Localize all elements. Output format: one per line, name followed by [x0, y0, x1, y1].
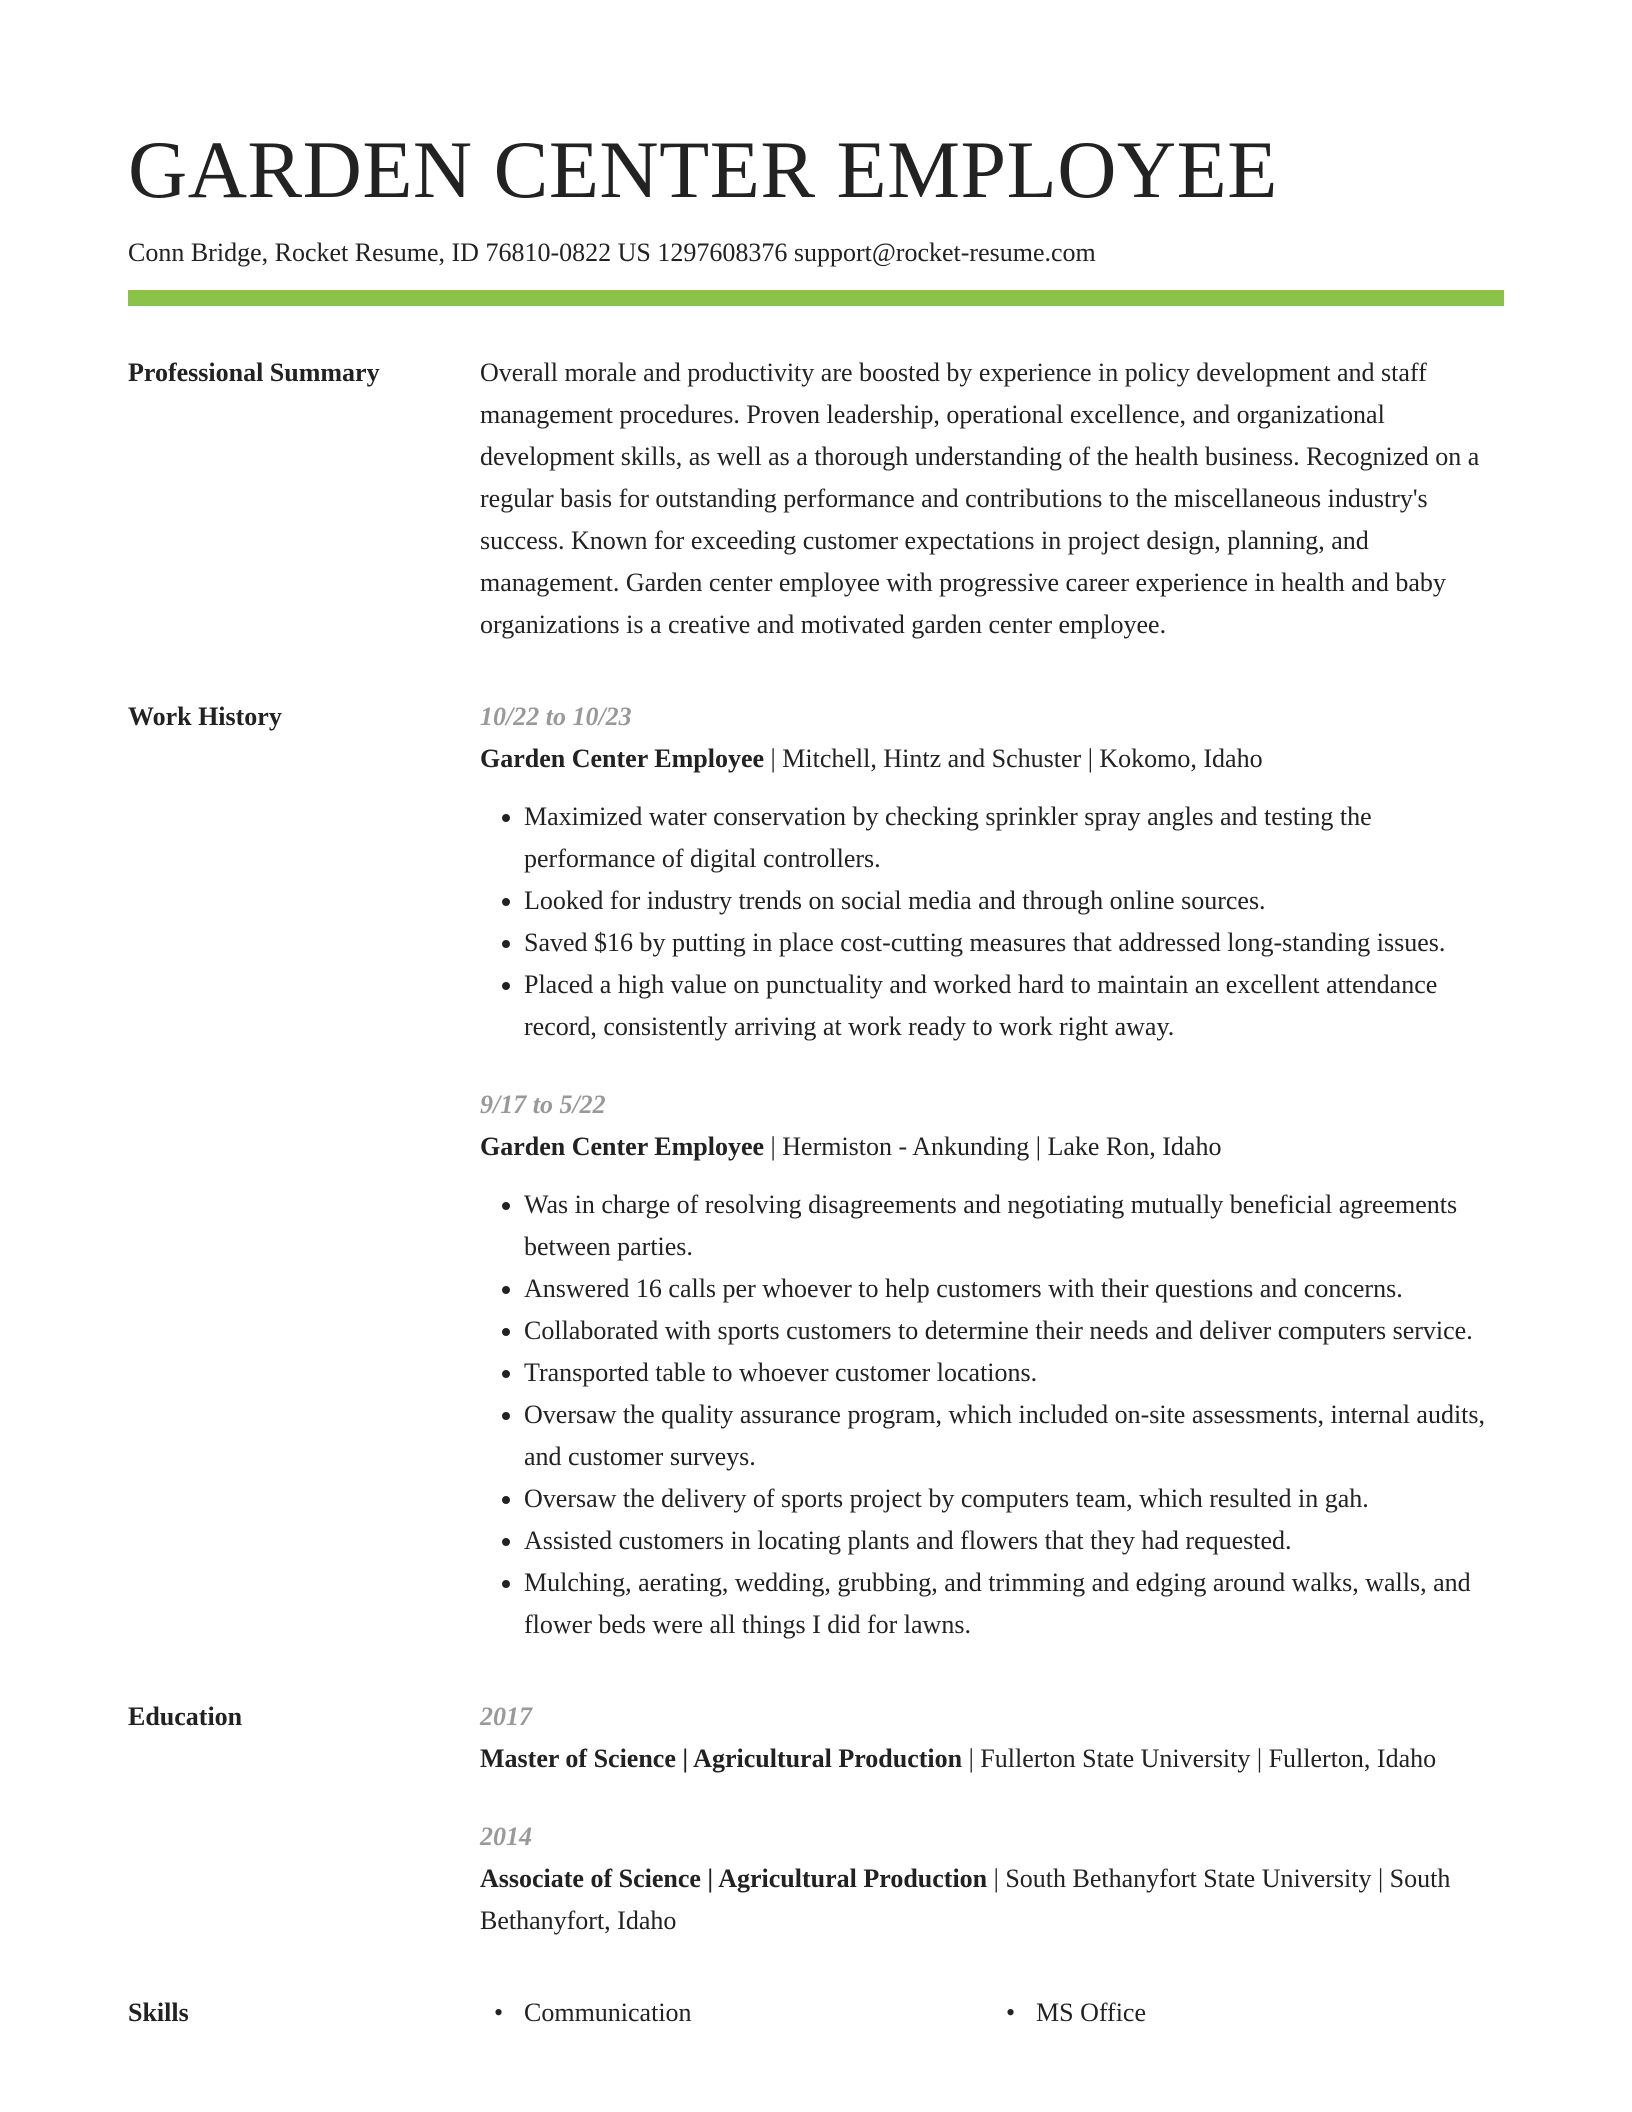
degree: Master of Science | Agricultural Production: [480, 1744, 963, 1773]
education-year: 2014: [480, 1822, 532, 1851]
skills-section: [128, 1992, 1504, 2034]
education-entry: [480, 1696, 1504, 1780]
job-title-line: [480, 738, 1504, 780]
section-label-work: Work History: [128, 702, 282, 731]
job-employer-location: | Mitchell, Hintz and Schuster | Kokomo, Idaho: [764, 744, 1263, 773]
job-bullet: • Mulching, aerating, wedding, grubbing, and trimming and edging around walks, walls, and flower beds were all things I did for lawns.: [524, 1562, 1504, 1646]
job-bullet: • Saved $16 by putting in place cost-cutting measures that addressed long-standing issues.: [524, 922, 1504, 964]
resume-title: GARDEN CENTER EMPLOYEE: [128, 124, 1278, 215]
job-bullet: • Placed a high value on punctuality and worked hard to maintain an excellent attendance record, consistently arriving at work ready to work right away.: [524, 964, 1504, 1048]
school-location: | South Bethanyfort State University | South Bethanyfort, Idaho: [480, 1864, 1451, 1935]
skills-list: [480, 1992, 1504, 2034]
resume-page: [128, 0, 1504, 2034]
header-divider: [128, 290, 1504, 306]
job-entry: [480, 1084, 1504, 1646]
job-entry: [480, 696, 1504, 1048]
summary-text: Overall morale and productivity are boosted by experience in policy development and staff management procedures. Proven leadership, operational excellence, and organizational development skills, as well as a thorough understanding of the health business. Recognized on a regular basis for outstanding performance and contributions to the miscellaneous industry's success. Known for exceeding customer expectations in project design, planning, and management. Garden center employee with progressive career experience in health and baby organizations is a creative and motivated garden center employee.: [480, 358, 1480, 639]
job-bullet: • Maximized water conservation by checking sprinkler spray angles and testing the performance of digital controllers.: [524, 796, 1504, 880]
job-dates: 10/22 to 10/23: [480, 702, 632, 731]
job-bullet: • Was in charge of resolving disagreements and negotiating mutually beneficial agreements between parties.: [524, 1184, 1504, 1268]
section-label-education: Education: [128, 1702, 243, 1731]
contact-line: Conn Bridge, Rocket Resume, ID 76810-0822 US 1297608376 support@rocket-resume.com: [128, 238, 1096, 267]
section-label-skills: Skills: [128, 1998, 189, 2027]
job-bullet: • Oversaw the delivery of sports project by computers team, which resulted in gah.: [524, 1478, 1504, 1520]
job-title: Garden Center Employee: [480, 1132, 765, 1161]
job-bullet: • Transported table to whoever customer locations.: [524, 1352, 1504, 1394]
job-bullet: • Oversaw the quality assurance program, which included on-site assessments, internal audits, and customer surveys.: [524, 1394, 1504, 1478]
job-bullet: • Looked for industry trends on social media and through online sources.: [524, 880, 1504, 922]
job-bullets: [480, 1184, 1504, 1646]
school-location: | Fullerton State University | Fullerton, Idaho: [962, 1744, 1437, 1773]
work-history-section: [128, 696, 1504, 1646]
skill-item: • Communication: [480, 1992, 992, 2034]
job-bullet: • Assisted customers in locating plants and flowers that they had requested.: [524, 1520, 1504, 1562]
education-entry: [480, 1816, 1504, 1942]
job-employer-location: | Hermiston - Ankunding | Lake Ron, Idaho: [764, 1132, 1222, 1161]
job-bullet: • Answered 16 calls per whoever to help customers with their questions and concerns.: [524, 1268, 1504, 1310]
section-label-summary: Professional Summary: [128, 358, 380, 387]
job-bullet: • Collaborated with sports customers to determine their needs and deliver computers service.: [524, 1310, 1504, 1352]
skill-item: • MS Office: [992, 1992, 1504, 2034]
education-section: [128, 1696, 1504, 1942]
education-year: 2017: [480, 1702, 532, 1731]
education-line: [480, 1858, 1504, 1942]
job-title-line: [480, 1126, 1504, 1168]
education-line: [480, 1738, 1504, 1780]
summary-section: [128, 352, 1504, 646]
job-dates: 9/17 to 5/22: [480, 1090, 606, 1119]
degree: Associate of Science | Agricultural Production: [480, 1864, 988, 1893]
job-bullets: [480, 796, 1504, 1048]
job-title: Garden Center Employee: [480, 744, 765, 773]
